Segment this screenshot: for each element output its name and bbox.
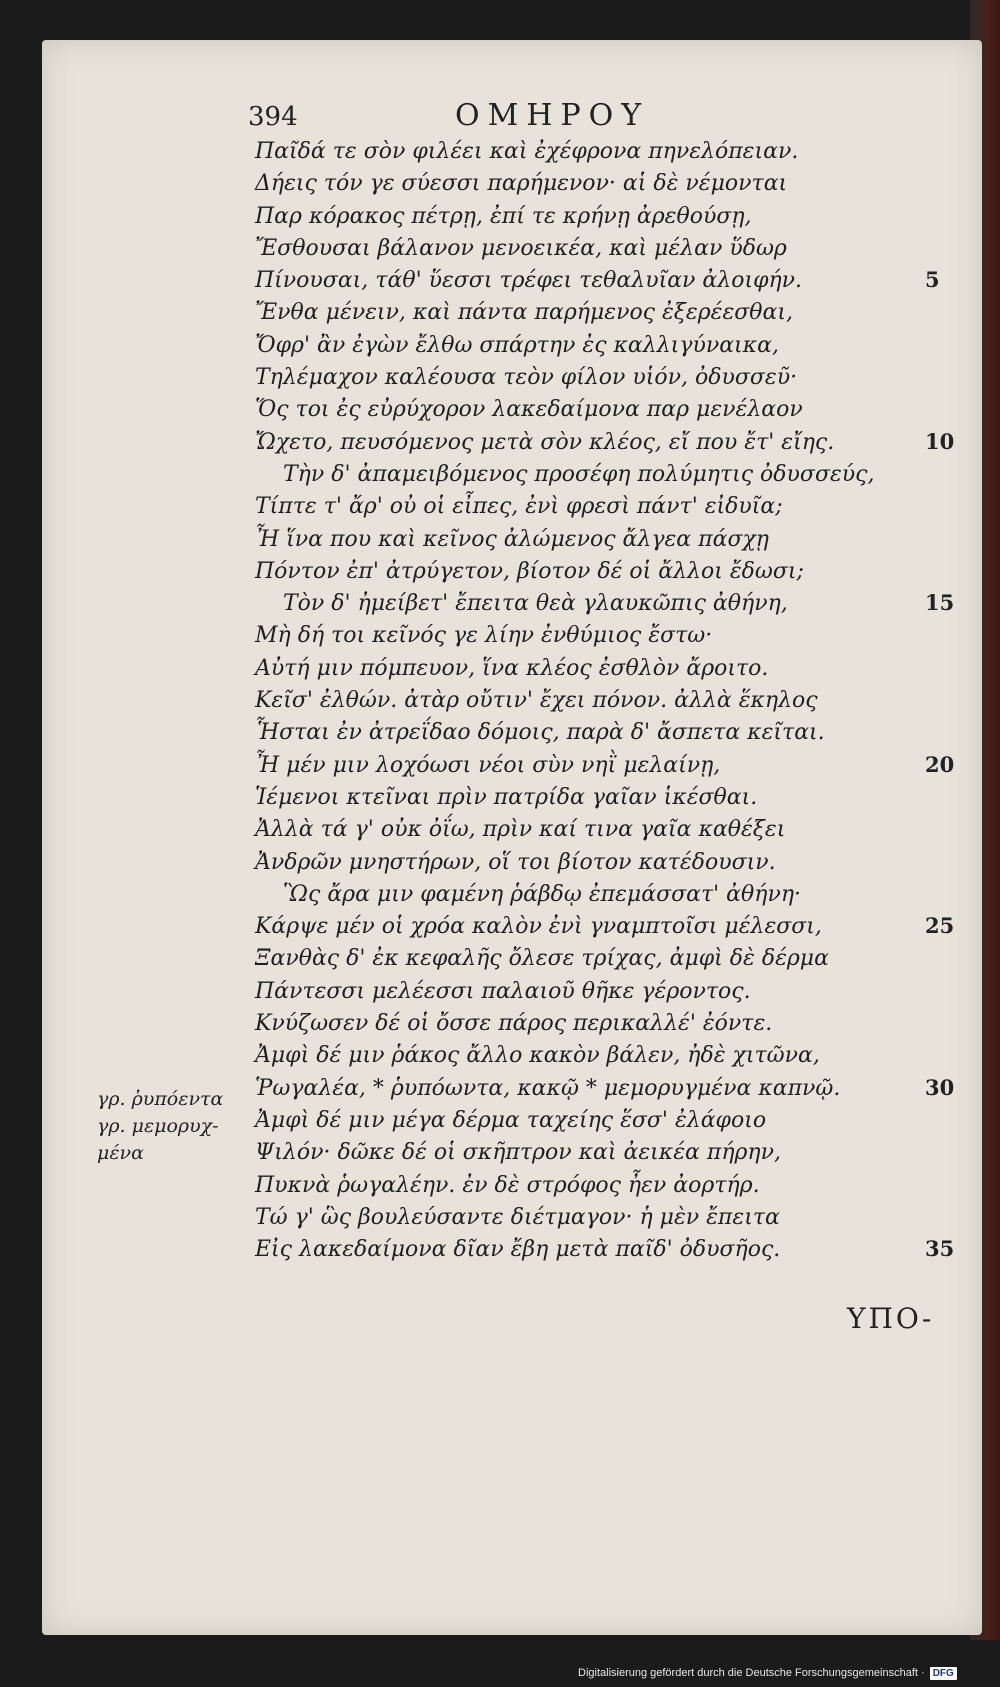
margin-note-line: μένα bbox=[97, 1142, 144, 1164]
verse-line: Τίπτε τ' ἄρ' οὐ οἱ εἶπες, ἐνὶ φρεσὶ πάντ' εἰδυῖα; bbox=[255, 494, 783, 520]
verse-line: Ῥωγαλέα, * ῥυπόωντα, κακῷ * μεμορυγμένα καπνῷ. bbox=[255, 1075, 841, 1101]
line-number: 20 bbox=[925, 751, 955, 777]
running-head: ΟΜΗΡΟΥ bbox=[455, 98, 650, 133]
verse-line: Ἀνδρῶν μνηστήρων, οἵ τοι βίοτον κατέδουσιν. bbox=[255, 849, 776, 875]
verse-line: Πίνουσαι, τάθ' ὕεσσι τρέφει τεθαλυῖαν ἀλοιφήν. bbox=[255, 268, 803, 294]
verse-line: Κεῖσ' ἐλθών. ἀτὰρ οὔτιν' ἔχει πόνον. ἀλλὰ ἕκηλος bbox=[255, 688, 818, 714]
verse-line: Ἧσται ἐν ἀτρεΐδαο δόμοις, παρὰ δ' ἄσπετα κεῖται. bbox=[255, 720, 825, 746]
verse-line: Ὣς ἄρα μιν φαμένη ῥάβδῳ ἐπεμάσσατ' ἀθήνη· bbox=[283, 881, 802, 907]
verse-line: Τηλέμαχον καλέουσα τεὸν φίλον υἱόν, ὀδυσσεῦ· bbox=[255, 365, 798, 391]
catchword: ΥΠΟ- bbox=[847, 1302, 935, 1335]
verse-list bbox=[255, 136, 915, 1266]
page-number: 394 bbox=[248, 102, 298, 132]
verse-line: Ὤχετο, πευσόμενος μετὰ σὸν κλέος, εἴ που ἔτ' εἴης. bbox=[255, 429, 835, 455]
verse-line: Τὴν δ' ἀπαμειβόμενος προσέφη πολύμητις ὀδυσσεύς, bbox=[283, 461, 875, 487]
verse-line: Ἀλλὰ τά γ' οὐκ ὀΐω, πρὶν καί τινα γαῖα καθέξει bbox=[255, 817, 786, 843]
footer-text: Digitalisierung gefördert durch die Deutsche Forschungsgemeinschaft · bbox=[578, 1667, 925, 1679]
verse-line: Μὴ δή τοι κεῖνός γε λίην ἐνθύμιος ἔστω· bbox=[255, 623, 713, 649]
verse-line: Πάντεσσι μελέεσσι παλαιοῦ θῆκε γέροντος. bbox=[255, 978, 751, 1004]
verse-line: Τώ γ' ὣς βουλεύσαντε διέτμαγον· ἡ μὲν ἔπειτα bbox=[255, 1204, 780, 1230]
verse-line: Αὐτή μιν πόμπευον, ἵνα κλέος ἐσθλὸν ἄροιτο. bbox=[255, 655, 769, 681]
margin-note-line: γρ. μεμορυχ- bbox=[97, 1115, 219, 1137]
verse-line: Πόντον ἐπ' ἀτρύγετον, βίοτον δέ οἱ ἄλλοι ἔδωσι; bbox=[255, 558, 804, 584]
line-number: 10 bbox=[925, 428, 955, 454]
digitization-footer bbox=[578, 1667, 957, 1680]
margin-note-line: γρ. ῥυπόεντα bbox=[97, 1088, 224, 1110]
margin-note bbox=[97, 1086, 257, 1167]
verse-line: Παρ κόρακος πέτρῃ, ἐπί τε κρήνῃ ἀρεθούσῃ, bbox=[255, 203, 752, 229]
line-number: 5 bbox=[925, 267, 940, 293]
line-number: 35 bbox=[925, 1236, 955, 1262]
verse-line: Ἦ μέν μιν λοχόωσι νέοι σὺν νηῒ μελαίνῃ, bbox=[255, 752, 721, 778]
verse-line: Πυκνὰ ῥωγαλέην. ἐν δὲ στρόφος ἦεν ἀορτήρ. bbox=[255, 1172, 760, 1198]
verse-line: Ἔνθα μένειν, καὶ πάντα παρήμενος ἐξερέεσθαι, bbox=[255, 300, 794, 326]
verse-line: Ἀμφὶ δέ μιν μέγα δέρμα ταχείης ἕσσ' ἐλάφοιο bbox=[255, 1107, 767, 1133]
verse-line: Εἰς λακεδαίμονα δῖαν ἔβη μετὰ παῖδ' ὀδυσῆος. bbox=[255, 1237, 781, 1263]
verse-line: Κάρψε μέν οἱ χρόα καλὸν ἐνὶ γναμπτοῖσι μέλεσσι, bbox=[255, 914, 822, 940]
verse-line: Τὸν δ' ἠμείβετ' ἔπειτα θεὰ γλαυκῶπις ἀθήνη, bbox=[283, 591, 788, 617]
line-number: 15 bbox=[925, 590, 955, 616]
dfg-logo: DFG bbox=[930, 1667, 957, 1680]
verse-line: Ἦ ἵνα που καὶ κεῖνος ἀλώμενος ἄλγεα πάσχῃ bbox=[255, 526, 769, 552]
verse-line: Ψιλόν· δῶκε δέ οἱ σκῆπτρον καὶ ἀεικέα πήρην, bbox=[255, 1140, 781, 1166]
line-number: 30 bbox=[925, 1074, 955, 1100]
verse-line: Παῖδά τε σὸν φιλέει καὶ ἐχέφρονα πηνελόπειαν. bbox=[255, 139, 799, 164]
verse-line: Κνύζωσεν δέ οἱ ὄσσε πάρος περικαλλέ' ἐόντε. bbox=[255, 1011, 773, 1037]
verse-line: Ὄφρ' ἂν ἐγὼν ἔλθω σπάρτην ἐς καλλιγύναικα, bbox=[255, 332, 779, 358]
verse-line: Ἀμφὶ δέ μιν ῥάκος ἄλλο κακὸν βάλεν, ἠδὲ χιτῶνα, bbox=[255, 1043, 820, 1069]
verse-line: Ὅς τοι ἐς εὐρύχορον λακεδαίμονα παρ μενέλαον bbox=[255, 397, 803, 423]
verse-line: Ἱέμενοι κτεῖναι πρὶν πατρίδα γαῖαν ἱκέσθαι. bbox=[255, 784, 758, 810]
verse-line: Ἔσθουσαι βάλανον μενοεικέα, καὶ μέλαν ὕδωρ bbox=[255, 235, 787, 261]
verse-line: Ξανθὰς δ' ἐκ κεφαλῆς ὄλεσε τρίχας, ἀμφὶ δὲ δέρμα bbox=[255, 946, 829, 972]
verse-line: Δήεις τόν γε σύεσσι παρήμενον· αἱ δὲ νέμονται bbox=[255, 171, 788, 197]
line-number: 25 bbox=[925, 913, 955, 939]
